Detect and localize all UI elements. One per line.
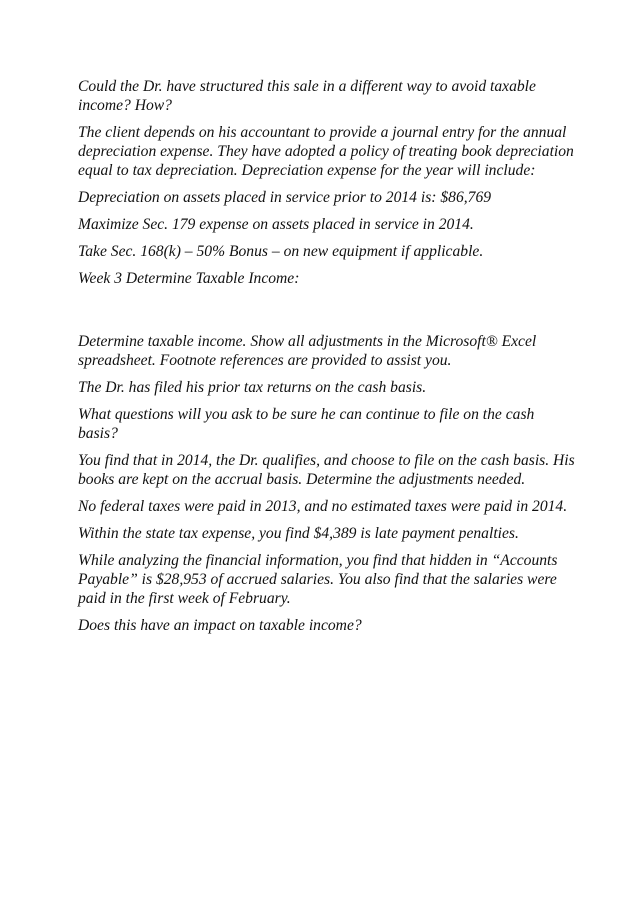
paragraph-federal-taxes: No federal taxes were paid in 2013, and no estimated taxes were paid in 2014. bbox=[78, 498, 568, 515]
paragraph-determine-taxable-income: Determine taxable income. Show all adjustments in the Microsoft® Excel spreadsheet. Footnote references are provided to assist you. bbox=[78, 333, 537, 369]
section-heading-week-3: Week 3 Determine Taxable Income: bbox=[78, 270, 300, 287]
paragraph-sec-179: Maximize Sec. 179 expense on assets placed in service in 2014. bbox=[78, 216, 474, 233]
paragraph-dr-sale-question: Could the Dr. have structured this sale in a different way to avoid taxable income? How? bbox=[78, 78, 536, 114]
paragraph-cash-basis-questions: What questions will you ask to be sure he can continue to file on the cash basis? bbox=[78, 406, 535, 442]
paragraph-accrued-salaries: While analyzing the financial information, you find that hidden in “Accounts Payable” is $28,953 of accrued salaries. You also find that the salaries were paid in the first week of February. bbox=[78, 552, 558, 607]
paragraph-accrual-adjustments: You find that in 2014, the Dr. qualifies, and choose to file on the cash basis. His books are kept on the accrual basis. Determine the adjustments needed. bbox=[78, 452, 575, 488]
paragraph-impact-question: Does this have an impact on taxable income? bbox=[78, 617, 362, 634]
paragraph-cash-basis: The Dr. has filed his prior tax returns on the cash basis. bbox=[78, 379, 427, 396]
paragraph-depreciation-policy: The client depends on his accountant to provide a journal entry for the annual depreciation expense. They have adopted a policy of treating book depreciation equal to tax depreciation. Depreciation expense for the year will include: bbox=[78, 124, 574, 179]
paragraph-prior-depreciation: Depreciation on assets placed in service prior to 2014 is: $86,769 bbox=[78, 189, 492, 206]
paragraph-state-tax-penalties: Within the state tax expense, you find $4,389 is late payment penalties. bbox=[78, 525, 519, 542]
document-body bbox=[78, 77, 578, 643]
paragraph-sec-168k: Take Sec. 168(k) – 50% Bonus – on new equipment if applicable. bbox=[78, 243, 484, 260]
